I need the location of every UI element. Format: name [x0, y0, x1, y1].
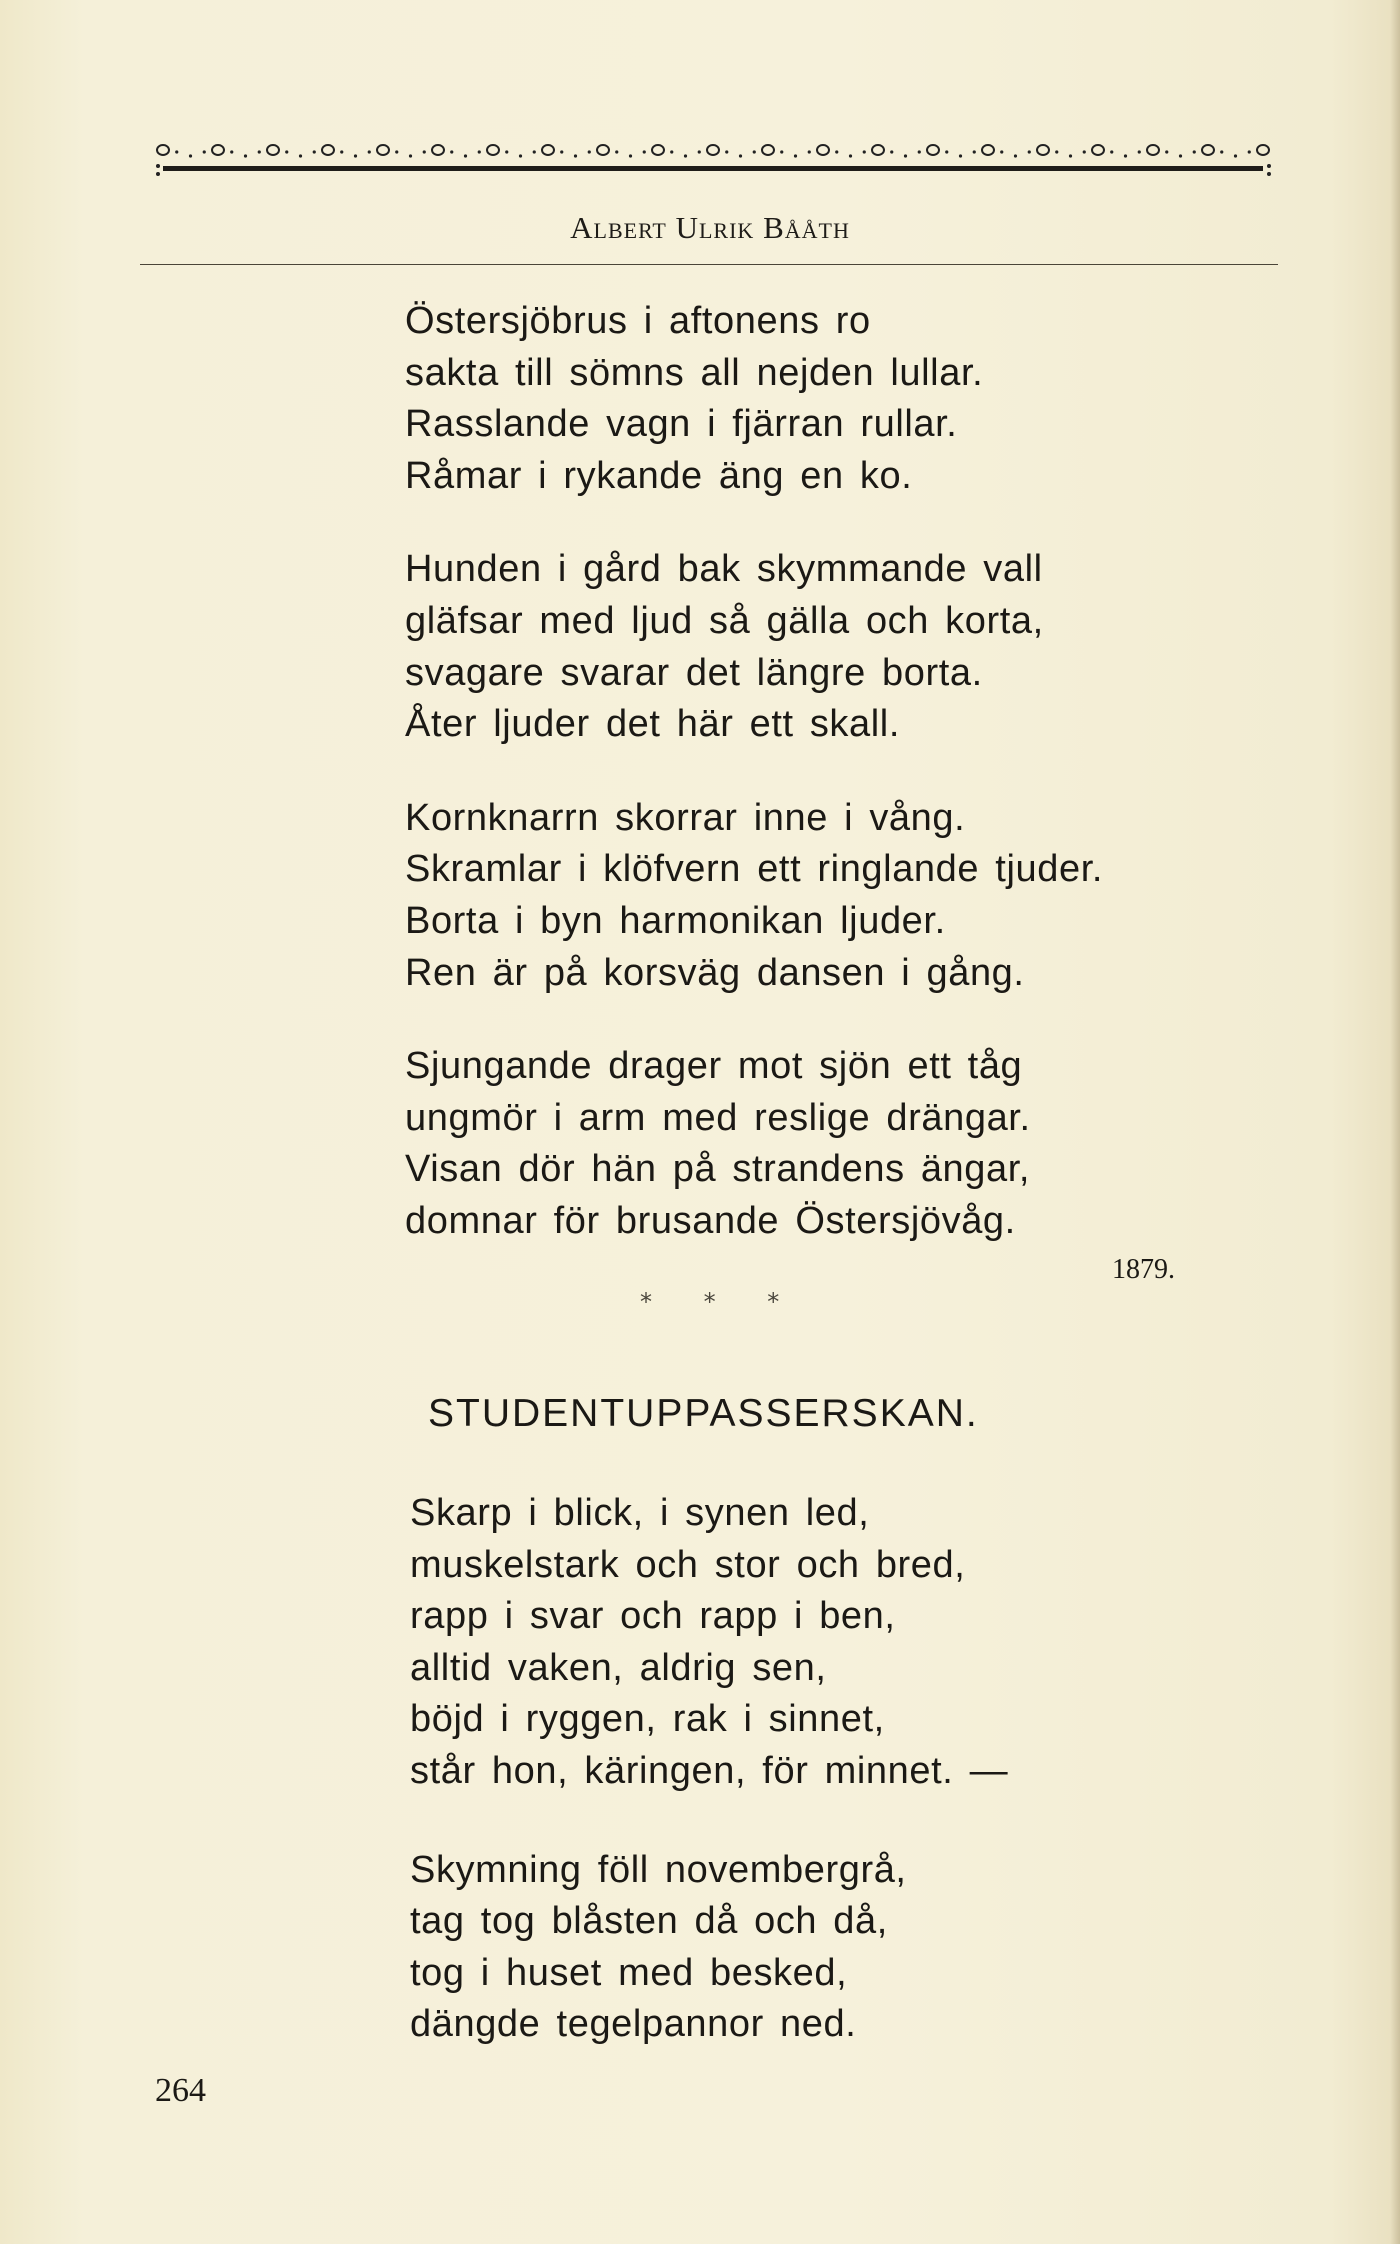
- verse-line: tog i huset med besked,: [410, 1951, 848, 1994]
- verse-line: Borta i byn harmonikan ljuder.: [405, 899, 946, 942]
- verse-line: tag tog blåsten då och då,: [410, 1900, 888, 1943]
- verse-line: ungmör i arm med reslige drängar.: [405, 1096, 1031, 1139]
- verse-line: gläfsar med ljud så gälla och korta,: [405, 599, 1044, 642]
- verse-line: Ren är på korsväg dansen i gång.: [405, 951, 1025, 994]
- stanza: [410, 1845, 1008, 2051]
- poem-evening: [405, 296, 1103, 1248]
- verse-line: Skymning föll novembergrå,: [410, 1848, 907, 1891]
- verse-line: Sjungande drager mot sjön ett tåg: [405, 1045, 1023, 1088]
- verse-line: domnar för brusande Östersjövåg.: [405, 1199, 1016, 1242]
- page-edge-shadow: [1390, 0, 1400, 2244]
- stanza: [405, 1041, 1103, 1247]
- verse-line: rapp i svar och rapp i ben,: [410, 1595, 896, 1638]
- verse-line: Hunden i gård bak skymmande vall: [405, 548, 1043, 591]
- poem-studentuppasserskan: [410, 1488, 1008, 2051]
- verse-line: Kornknarrn skorrar inne i vång.: [405, 796, 966, 839]
- verse-line: Åter ljuder det här ett skall.: [405, 703, 900, 746]
- verse-line: Rasslande vagn i fjärran rullar.: [405, 403, 958, 446]
- verse-line: svagare svarar det längre borta.: [405, 651, 983, 694]
- verse-line: sakta till sömns all nejden lullar.: [405, 351, 984, 394]
- verse-line: Visan dör hän på strandens ängar,: [405, 1148, 1031, 1191]
- verse-line: dängde tegelpannor ned.: [410, 2003, 857, 2046]
- stanza: [410, 1488, 1008, 1798]
- verse-line: står hon, käringen, för minnet. —: [410, 1749, 1009, 1792]
- running-head-author: Albert Ulrik Bååth: [570, 210, 850, 245]
- verse-line: Skarp i blick, i synen led,: [410, 1492, 870, 1534]
- verse-line: alltid vaken, aldrig sen,: [410, 1646, 827, 1689]
- verse-line: Skramlar i klöfvern ett ringlande tjuder.: [405, 848, 1104, 891]
- header-rule: [140, 264, 1278, 265]
- verse-line: böjd i ryggen, rak i sinnet,: [410, 1698, 885, 1741]
- stanza: [405, 296, 1103, 502]
- stanza: [405, 793, 1103, 999]
- verse-line: Östersjöbrus i aftonens ro: [405, 300, 871, 342]
- chain-ornament-icon: [155, 130, 1275, 180]
- verse-line: Råmar i rykande äng en ko.: [405, 454, 913, 497]
- verse-line: muskelstark och stor och bred,: [410, 1543, 966, 1586]
- poem-date: 1879.: [1112, 1254, 1175, 1285]
- section-separator: * * *: [640, 1288, 802, 1316]
- poem-title: STUDENTUPPASSERSKAN.: [428, 1392, 979, 1435]
- stanza: [405, 544, 1103, 750]
- page-number: 264: [155, 2072, 206, 2109]
